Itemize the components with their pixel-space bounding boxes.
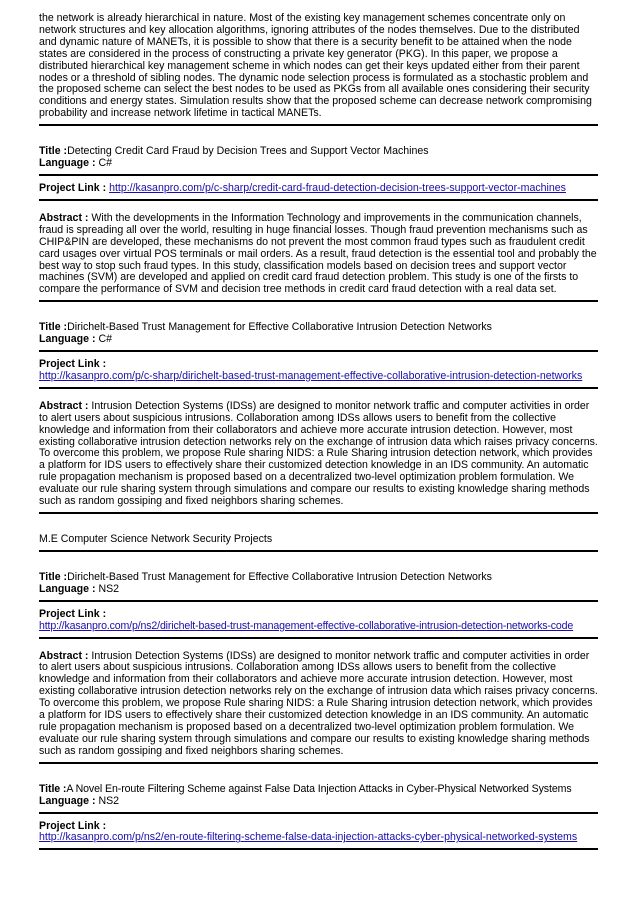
abstract-block (39, 639, 598, 762)
project-title-line (39, 322, 598, 334)
project-link-block (39, 602, 598, 637)
language-label: Language : (39, 157, 96, 170)
project-link-label: Project Link : (39, 607, 107, 620)
project-link-line (39, 183, 598, 195)
abstract-paragraph (39, 401, 598, 508)
title-label: Title : (39, 145, 68, 158)
intro-block (39, 13, 598, 124)
language-label: Language : (39, 582, 96, 595)
title-label: Title : (39, 570, 68, 583)
project-title: Detecting Credit Card Fraud by Decision Trees and Support Vector Machines (67, 145, 429, 158)
project-title: Dirichelt-Based Trust Management for Effective Collaborative Intrusion Detection Networks (67, 570, 492, 583)
project-link-block (39, 352, 598, 387)
project-language-line (39, 796, 598, 808)
abstract-block (39, 389, 598, 512)
project-title: A Novel En-route Filtering Scheme against False Data Injection Attacks in Cyber-Physical Networked Systems (66, 782, 572, 795)
abstract-label: Abstract : (39, 211, 89, 224)
project-language-line (39, 158, 598, 170)
project-language: C# (98, 157, 113, 170)
abstract-paragraph (39, 213, 598, 296)
abstract-label: Abstract : (39, 649, 89, 662)
language-label: Language : (39, 333, 96, 346)
document-page (39, 13, 598, 850)
section-heading: M.E Computer Science Network Security Projects (39, 533, 273, 545)
project-language: NS2 (98, 794, 120, 807)
abstract-paragraph (39, 651, 598, 758)
section-heading-block (39, 514, 598, 550)
project-link[interactable]: http://kasanpro.com/p/ns2/en-route-filtering-scheme-false-data-injection-attacks-cyber-physical-networked-systems (39, 831, 578, 844)
intro-paragraph: the network is already hierarchical in nature. Most of the existing key management schemes concentrate only on network structures and key allocation algorithms, ignoring attributes of the nodes themselves. Due to the distributed and dynamic nature of MANETs, it is possible to show that there is a security benefit to be attained when the node states are considered in the process of constructing a private key generator (PKG). In this paper, we propose a distributed hierarchical key management scheme in which nodes can get their keys updated either from their parent nodes or a threshold of sibling nodes. The dynamic node selection process is formulated as a stochastic problem and the proposed scheme can select the best nodes to be used as PKGs from all available ones considering their security conditions and energy states. Simulation results show that the proposed scheme can decrease network compromising probability and increase network lifetime in tactical MANETs. (39, 12, 592, 120)
project-title-block (39, 126, 598, 174)
project-link-line (39, 371, 598, 383)
language-label: Language : (39, 794, 96, 807)
project-title: Dirichelt-Based Trust Management for Effective Collaborative Intrusion Detection Networks (67, 321, 492, 334)
title-label: Title : (39, 782, 67, 795)
title-label: Title : (39, 321, 68, 334)
project-link-line (39, 832, 598, 844)
abstract-block (39, 201, 598, 300)
project-title-line (39, 146, 598, 158)
project-link[interactable]: http://kasanpro.com/p/c-sharp/credit-card-fraud-detection-decision-trees-support-vector-machines (109, 181, 566, 194)
project-language-line (39, 584, 598, 596)
abstract-text: With the developments in the Information Technology and improvements in the communication channels, fraud is spreading all over the world, resulting in huge financial losses. Though fraud prevention mechanisms such as CHIP&PIN are developed, these mechanisms do not prevent the most common fraud types such as fraudulent credit card usages over virtual POS terminals or mail orders. As a result, fraud detection is the essential tool and probably the best way to stop such fraud types. In this study, classification models based on decision trees and support vector machines (SVM) are developed and applied on credit card fraud detection problem. This study is one of the firsts to compare the performance of SVM and decision tree methods in credit card fraud detection with a real data set. (39, 211, 597, 296)
project-link-label: Project Link : (39, 819, 107, 832)
abstract-text: Intrusion Detection Systems (IDSs) are designed to monitor network traffic and computer activities in order to alert users about suspicious intrusions. Collaboration among IDSs allows users to benefit from the collective knowledge and information from their collaborators and achieve more accurate intrusion detection. However, most existing collaborative intrusion detection networks rely on the exchange of intrusion data which raises privacy concerns. To overcome this problem, we propose Rule sharing NIDS: a Rule Sharing intrusion detection network, which provides a platform for IDS users to effectively share their customized detection knowledge in an IDS community. An automatic rule propagation mechanism is proposed based on a decentralized two-level optimization problem formulation. We evaluate our rule sharing system through simulations and compare our results to existing knowledge sharing methods such as random gossiping and fixed neighbors sharing schemes. (39, 649, 598, 757)
project-title-line (39, 572, 598, 584)
project-language-line (39, 334, 598, 346)
project-language: NS2 (98, 582, 120, 595)
project-link-line (39, 621, 598, 633)
project-link-block (39, 814, 598, 849)
project-link-label: Project Link : (39, 181, 107, 194)
divider (39, 848, 598, 850)
project-link[interactable]: http://kasanpro.com/p/ns2/dirichelt-based-trust-management-effective-collaborative-intrusion-detection-networks-code (39, 619, 574, 632)
project-title-block (39, 302, 598, 350)
project-title-block (39, 764, 598, 812)
project-title-line (39, 784, 598, 796)
project-title-block (39, 552, 598, 600)
abstract-text: Intrusion Detection Systems (IDSs) are designed to monitor network traffic and computer activities in order to alert users about suspicious intrusions. Collaboration among IDSs allows users to benefit from the collective knowledge and information from their collaborators and achieve more accurate intrusion detection. However, most existing collaborative intrusion detection networks rely on the exchange of intrusion data which raises privacy concerns. To overcome this problem, we propose Rule sharing NIDS: a Rule Sharing intrusion detection network, which provides a platform for IDS users to effectively share their customized detection knowledge in an IDS community. An automatic rule propagation mechanism is proposed based on a decentralized two-level optimization problem formulation. We evaluate our rule sharing system through simulations and compare our results to existing knowledge sharing methods such as random gossiping and fixed neighbors sharing schemes. (39, 399, 598, 508)
project-link-label: Project Link : (39, 358, 107, 371)
project-language: C# (98, 333, 113, 346)
project-link-block (39, 176, 598, 199)
project-link[interactable]: http://kasanpro.com/p/c-sharp/dirichelt-based-trust-management-effective-collaborative-intrusion-detection-networks (39, 369, 583, 382)
abstract-label: Abstract : (39, 399, 89, 412)
